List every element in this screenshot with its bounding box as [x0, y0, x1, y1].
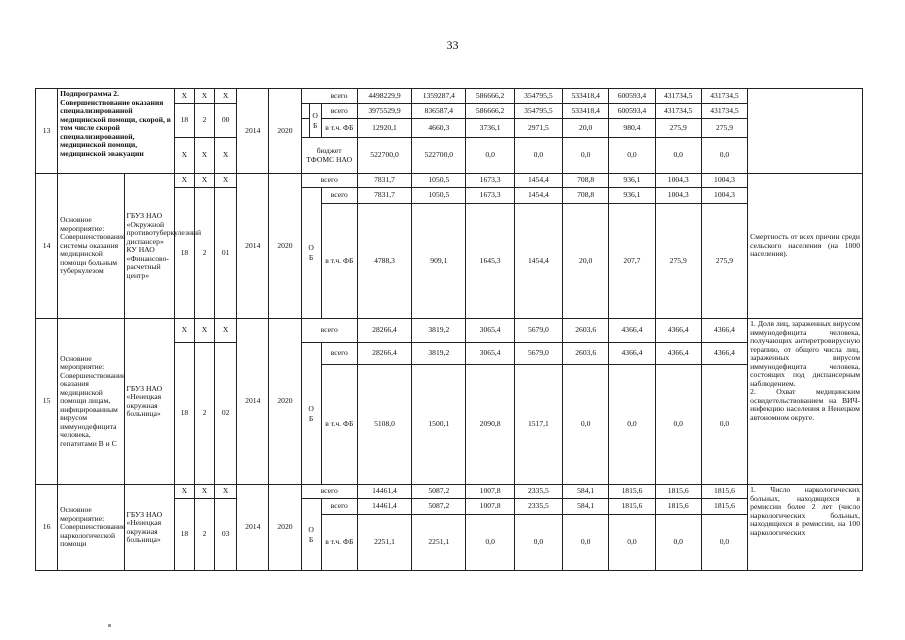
value-cell: 1645,3 — [466, 204, 514, 319]
ob-label: О Б — [301, 188, 321, 319]
code-cell: 2 — [194, 104, 214, 138]
code-cell: 18 — [174, 343, 194, 485]
value-cell: 936,1 — [609, 174, 655, 188]
value-cell: 1815,6 — [655, 499, 701, 515]
value-cell: 2603,6 — [563, 343, 609, 365]
value-cell: 0,0 — [466, 138, 514, 174]
value-cell: 4366,4 — [609, 319, 655, 343]
value-cell: 909,1 — [412, 204, 466, 319]
code-cell: 18 — [174, 188, 194, 319]
indicator-cell: 1. Доля лиц, зараженных вирусом иммунодефицита человека, получающих антиретровирусную терапию, от общего числа лиц, зараженных вирусом иммунодефицита человека, состоящих под диспансерным наблюдением. 2. Охват медицинским освидетельствованием на ВИЧ-инфекцию населения в Ненецком автономном округе. — [748, 319, 863, 485]
value-cell: 1815,6 — [609, 499, 655, 515]
value-cell: 275,9 — [655, 204, 701, 319]
value-cell: 1004,3 — [701, 174, 747, 188]
value-cell: 708,8 — [563, 174, 609, 188]
code-cell: Х — [174, 138, 194, 174]
code-cell: 00 — [215, 104, 237, 138]
value-cell: 5679,0 — [514, 343, 562, 365]
value-cell: 1454,4 — [514, 174, 562, 188]
value-cell: 4660,3 — [412, 119, 466, 138]
value-cell: 1815,6 — [609, 485, 655, 499]
code-cell: Х — [194, 485, 214, 499]
start-year: 2014 — [237, 174, 269, 319]
value-cell: 5108,0 — [357, 365, 411, 485]
value-cell: 5087,2 — [412, 499, 466, 515]
value-cell: 1007,8 — [466, 499, 514, 515]
value-cell: 1517,1 — [514, 365, 562, 485]
row-number: 14 — [36, 174, 58, 319]
value-cell: 2603,6 — [563, 319, 609, 343]
funding-label: всего — [321, 104, 357, 119]
value-cell: 0,0 — [701, 138, 747, 174]
funding-label: всего — [321, 89, 357, 104]
value-cell: 275,9 — [655, 119, 701, 138]
value-cell: 936,1 — [609, 188, 655, 204]
code-cell: 18 — [174, 104, 194, 138]
value-cell: 5679,0 — [514, 319, 562, 343]
funding-label: в т.ч. ФБ — [321, 204, 357, 319]
measure-name: Основное мероприятие: Совершенствование системы оказания медицинской помощи больным туберкулезом — [58, 174, 124, 319]
funding-label: всего — [301, 174, 357, 188]
value-cell: 3736,1 — [466, 119, 514, 138]
value-cell: 0,0 — [701, 515, 747, 571]
code-cell: Х — [215, 485, 237, 499]
table-row — [36, 319, 863, 343]
indicator-cell: 1. Число наркологических больных, находящихся в ремиссии более 2 лет (число наркологических больных, находящихся в ремиссии, на 100 наркологических — [748, 485, 863, 571]
funding-label: в т.ч. ФБ — [321, 119, 357, 138]
value-cell: 5087,2 — [412, 485, 466, 499]
executor: ГБУЗ НАО «Ненецкая окружная больница» — [124, 485, 174, 571]
value-cell: 12920,1 — [357, 119, 411, 138]
value-cell: 3819,2 — [412, 343, 466, 365]
value-cell: 4788,3 — [357, 204, 411, 319]
value-cell: 1359287,4 — [412, 89, 466, 104]
value-cell: 3975529,9 — [357, 104, 411, 119]
value-cell: 0,0 — [609, 515, 655, 571]
code-cell: 2 — [194, 499, 214, 571]
value-cell: 207,7 — [609, 204, 655, 319]
code-cell: 02 — [215, 343, 237, 485]
end-year: 2020 — [269, 319, 301, 485]
value-cell: 1673,3 — [466, 188, 514, 204]
row-number: 13 — [36, 89, 58, 174]
value-cell: 586666,2 — [466, 89, 514, 104]
value-cell: 586666,2 — [466, 104, 514, 119]
value-cell: 836587,4 — [412, 104, 466, 119]
value-cell: 20,0 — [563, 119, 609, 138]
value-cell: 522700,0 — [412, 138, 466, 174]
table-row — [36, 89, 863, 104]
code-cell: Х — [194, 138, 214, 174]
funding-label: всего — [321, 343, 357, 365]
value-cell: 2335,5 — [514, 499, 562, 515]
value-cell: 0,0 — [701, 365, 747, 485]
row-number: 15 — [36, 319, 58, 485]
value-cell: 354795,5 — [514, 104, 562, 119]
value-cell: 4498229,9 — [357, 89, 411, 104]
value-cell: 2335,5 — [514, 485, 562, 499]
funding-label: в т.ч. ФБ — [321, 515, 357, 571]
end-year: 2020 — [269, 89, 301, 174]
value-cell: 1454,4 — [514, 188, 562, 204]
value-cell: 0,0 — [563, 365, 609, 485]
value-cell: 7831,7 — [357, 174, 411, 188]
code-cell: 2 — [194, 188, 214, 319]
value-cell: 2090,8 — [466, 365, 514, 485]
value-cell: 1815,6 — [701, 499, 747, 515]
value-cell: 0,0 — [514, 515, 562, 571]
value-cell: 1007,8 — [466, 485, 514, 499]
funding-label: всего — [301, 485, 357, 499]
value-cell: 7831,7 — [357, 188, 411, 204]
value-cell: 600593,4 — [609, 104, 655, 119]
value-cell: 431734,5 — [655, 89, 701, 104]
value-cell: 1815,6 — [701, 485, 747, 499]
value-cell: 0,0 — [609, 138, 655, 174]
value-cell: 4366,4 — [655, 319, 701, 343]
measure-name: Основное мероприятие: Совершенствование наркологической помощи — [58, 485, 124, 571]
scan-speck — [108, 624, 111, 627]
value-cell: 708,8 — [563, 188, 609, 204]
executor: ГБУЗ НАО «Ненецкая окружная больница» — [124, 319, 174, 485]
table-row — [36, 485, 863, 499]
value-cell: 431734,5 — [655, 104, 701, 119]
value-cell: 0,0 — [514, 138, 562, 174]
value-cell: 4366,4 — [609, 343, 655, 365]
value-cell: 2971,5 — [514, 119, 562, 138]
table-row — [36, 174, 863, 188]
value-cell: 0,0 — [563, 138, 609, 174]
value-cell: 4366,4 — [655, 343, 701, 365]
indicator-cell: Смертность от всех причин среди сельского населения (на 1000 населения). — [748, 174, 863, 319]
value-cell: 1050,5 — [412, 174, 466, 188]
value-cell: 1673,3 — [466, 174, 514, 188]
value-cell: 3065,4 — [466, 319, 514, 343]
code-cell: 01 — [215, 188, 237, 319]
value-cell: 275,9 — [701, 204, 747, 319]
value-cell: 0,0 — [563, 515, 609, 571]
code-cell: Х — [174, 89, 194, 104]
funding-label: бюджет ТФОМС НАО — [301, 138, 357, 174]
value-cell: 3065,4 — [466, 343, 514, 365]
ob-label: О Б — [309, 104, 321, 138]
value-cell: 1050,5 — [412, 188, 466, 204]
code-cell: Х — [215, 174, 237, 188]
subprogram-name: Подпрограмма 2. Совершенствование оказания специализированной медицинской помощи, скорой, в том числе скорой специализированной, медицинской помощи, медицинской эвакуации — [58, 89, 175, 174]
funding-label: в т.ч. ФБ — [321, 365, 357, 485]
value-cell: 0,0 — [655, 515, 701, 571]
value-cell: 0,0 — [655, 365, 701, 485]
value-cell: 1500,1 — [412, 365, 466, 485]
value-cell: 0,0 — [655, 138, 701, 174]
value-cell: 354795,5 — [514, 89, 562, 104]
value-cell: 20,0 — [563, 204, 609, 319]
value-cell: 600593,4 — [609, 89, 655, 104]
value-cell: 28266,4 — [357, 343, 411, 365]
code-cell: Х — [215, 319, 237, 343]
end-year: 2020 — [269, 174, 301, 319]
indicator-cell — [748, 89, 863, 174]
code-cell: 03 — [215, 499, 237, 571]
value-cell: 14461,4 — [357, 499, 411, 515]
value-cell: 275,9 — [701, 119, 747, 138]
start-year: 2014 — [237, 89, 269, 174]
code-cell: Х — [174, 174, 194, 188]
start-year: 2014 — [237, 319, 269, 485]
value-cell: 0,0 — [609, 365, 655, 485]
value-cell: 980,4 — [609, 119, 655, 138]
value-cell: 4366,4 — [701, 343, 747, 365]
code-cell: 18 — [174, 499, 194, 571]
value-cell: 584,1 — [563, 485, 609, 499]
value-cell: 1815,6 — [655, 485, 701, 499]
value-cell: 584,1 — [563, 499, 609, 515]
code-cell: Х — [194, 89, 214, 104]
page-number: 33 — [446, 38, 459, 52]
value-cell: 0,0 — [466, 515, 514, 571]
funding-label: всего — [321, 188, 357, 204]
measure-name: Основное мероприятие: Совершенствование оказания медицинской помощи лицам, инфицированным вирусом иммунодефицита человека, гепатитами В и С — [58, 319, 124, 485]
code-cell: Х — [194, 319, 214, 343]
value-cell: 533418,4 — [563, 104, 609, 119]
value-cell: 2251,1 — [357, 515, 411, 571]
value-cell: 522700,0 — [357, 138, 411, 174]
value-cell: 4366,4 — [701, 319, 747, 343]
start-year: 2014 — [237, 485, 269, 571]
value-cell: 3819,2 — [412, 319, 466, 343]
funding-label: всего — [321, 499, 357, 515]
row-number: 16 — [36, 485, 58, 571]
code-cell: Х — [215, 89, 237, 104]
value-cell: 1004,3 — [655, 188, 701, 204]
value-cell: 1004,3 — [655, 174, 701, 188]
executor: ГБУЗ НАО «Окружной противотуберкулезный диспансер» КУ НАО «Финансово-расчетный центр» — [124, 174, 174, 319]
code-cell: Х — [215, 138, 237, 174]
code-cell: Х — [194, 174, 214, 188]
ob-label: О Б — [301, 343, 321, 485]
value-cell: 14461,4 — [357, 485, 411, 499]
end-year: 2020 — [269, 485, 301, 571]
funding-label: всего — [301, 319, 357, 343]
code-cell: 2 — [194, 343, 214, 485]
value-cell: 431734,5 — [701, 89, 747, 104]
code-cell: Х — [174, 485, 194, 499]
code-cell: Х — [174, 319, 194, 343]
value-cell: 533418,4 — [563, 89, 609, 104]
program-table — [35, 88, 863, 571]
value-cell: 431734,5 — [701, 104, 747, 119]
ob-label: О Б — [301, 499, 321, 571]
value-cell: 1004,3 — [701, 188, 747, 204]
value-cell: 2251,1 — [412, 515, 466, 571]
value-cell: 1454,4 — [514, 204, 562, 319]
value-cell: 28266,4 — [357, 319, 411, 343]
